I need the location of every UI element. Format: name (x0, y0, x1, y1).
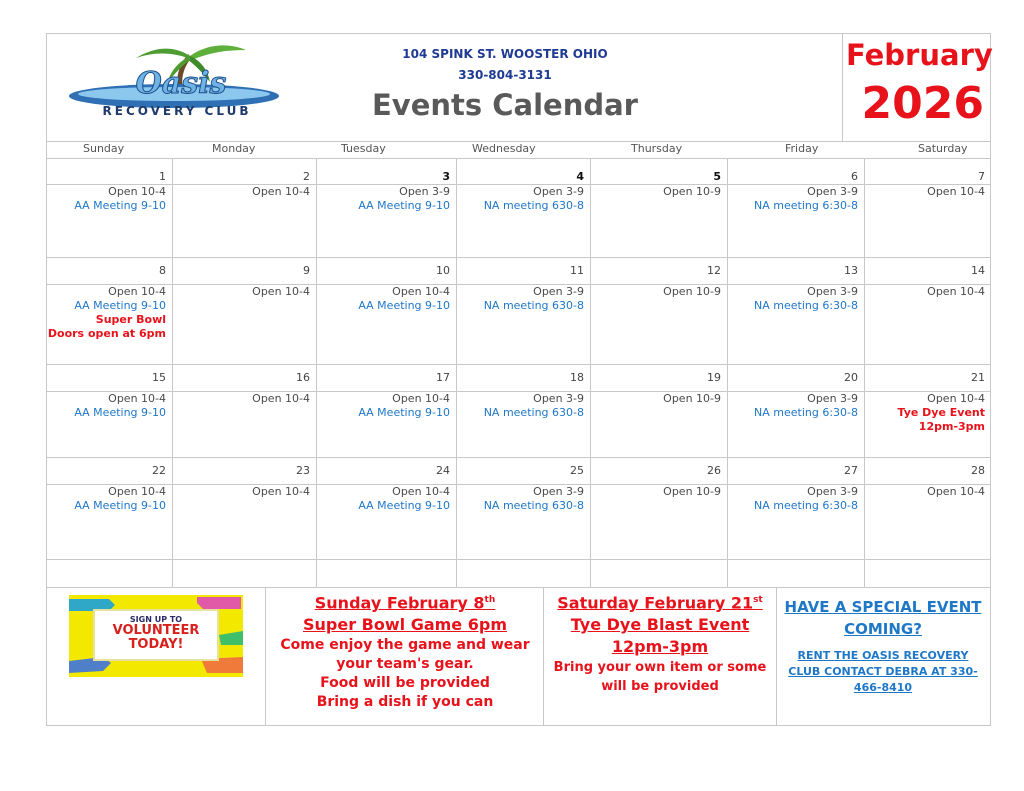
day-events (172, 485, 310, 499)
calendar-event: NA meeting 6:30-8 (754, 406, 858, 419)
day-number: 27 (844, 464, 858, 477)
calendar-event: Open 3-9 (807, 485, 858, 498)
day-events (864, 392, 985, 434)
volunteer-line-3: TODAY! (128, 637, 184, 652)
day-number: 5 (713, 170, 721, 183)
day-number: 7 (978, 170, 985, 183)
day-number: 4 (576, 170, 584, 183)
calendar-event: Open 10-9 (663, 185, 721, 198)
calendar-event: AA Meeting 9-10 (74, 406, 166, 419)
day-number: 26 (707, 464, 721, 477)
day-events (456, 485, 584, 513)
address: 104 SPINK ST. WOOSTER OHIO (402, 47, 608, 61)
dow-friday: Friday (785, 142, 819, 155)
calendar-event: Open 10-4 (108, 485, 166, 498)
calendar-event: Open 10-4 (927, 485, 985, 498)
promo-superbowl-line-4: Bring a dish if you can (316, 694, 494, 711)
day-events (316, 392, 450, 420)
day-events (46, 285, 166, 341)
day-events (864, 285, 985, 299)
calendar-event: Open 3-9 (533, 185, 584, 198)
grid-rule (46, 559, 991, 560)
day-events (316, 285, 450, 313)
calendar-event: Open 10-4 (927, 285, 985, 298)
promo-tyedye-line-2: will be provided (601, 679, 719, 695)
calendar-event: NA meeting 6:30-8 (754, 299, 858, 312)
rent-contact-link-2[interactable]: CLUB CONTACT DEBRA AT 330- (788, 665, 978, 678)
calendar-event: Open 10-4 (108, 392, 166, 405)
calendar-event: Super Bowl (95, 313, 166, 326)
day-number: 21 (971, 371, 985, 384)
promo-superbowl-title: Super Bowl Game 6pm (303, 615, 507, 635)
day-events (456, 392, 584, 420)
day-events (590, 285, 721, 299)
day-number: 14 (971, 264, 985, 277)
calendar-event: Open 10-4 (392, 285, 450, 298)
promo-tyedye (546, 589, 774, 696)
day-number: 8 (159, 264, 166, 277)
calendar-event: 12pm-3pm (918, 420, 985, 433)
dow-saturday: Saturday (918, 142, 968, 155)
day-events (590, 485, 721, 499)
day-events (316, 485, 450, 513)
promo-divider-3 (776, 587, 777, 726)
promo-tyedye-date-suffix: st (753, 595, 763, 605)
calendar-event: Open 10-4 (392, 392, 450, 405)
day-events (864, 485, 985, 499)
calendar-event: NA meeting 6:30-8 (754, 199, 858, 212)
volunteer-line-1: SIGN UP TO (129, 615, 183, 624)
dow-sunday: Sunday (83, 142, 125, 155)
day-events (46, 185, 166, 213)
promo-superbowl-line-1: Come enjoy the game and wear (280, 637, 530, 654)
day-events (727, 392, 858, 420)
calendar-event: AA Meeting 9-10 (74, 199, 166, 212)
phone: 330-804-3131 (458, 68, 552, 82)
calendar-event: NA meeting 630-8 (483, 299, 584, 312)
calendar-event: AA Meeting 9-10 (74, 299, 166, 312)
promo-tyedye-line-1: Bring your own item or some (553, 660, 767, 676)
day-number: 28 (971, 464, 985, 477)
calendar-event: AA Meeting 9-10 (358, 499, 450, 512)
day-number: 20 (844, 371, 858, 384)
grid-rule (46, 364, 991, 365)
promo-rent-heading-1: HAVE A SPECIAL EVENT (784, 598, 982, 616)
calendar-event: Open 3-9 (533, 485, 584, 498)
month-box-divider (842, 33, 843, 141)
day-number: 13 (844, 264, 858, 277)
promo-superbowl (268, 589, 542, 712)
dow-tuesday: Tuesday (341, 142, 386, 155)
grid-rule (46, 257, 991, 258)
day-number: 10 (436, 264, 450, 277)
calendar-event: NA meeting 6:30-8 (754, 499, 858, 512)
calendar-event: Open 10-9 (663, 392, 721, 405)
calendar-event: AA Meeting 9-10 (74, 499, 166, 512)
calendar-event: Open 10-4 (392, 485, 450, 498)
calendar-event: Open 10-4 (252, 392, 310, 405)
promo-tyedye-time: 12pm-3pm (611, 637, 709, 657)
calendar-event: Open 10-4 (927, 185, 985, 198)
logo-subtitle: RECOVERY CLUB (102, 104, 252, 118)
rent-contact-link-1[interactable]: RENT THE OASIS RECOVERY (797, 649, 969, 662)
calendar-event: Tye Dye Event (897, 406, 985, 419)
rent-contact-link-3[interactable]: 466-8410 (853, 681, 913, 694)
calendar-event: Open 10-4 (108, 285, 166, 298)
calendar-event: NA meeting 630-8 (483, 499, 584, 512)
promo-tyedye-title: Tye Dye Blast Event (570, 615, 750, 635)
grid-rule (46, 457, 991, 458)
promo-superbowl-date-suffix: th (484, 595, 496, 605)
day-events (316, 185, 450, 213)
day-number: 6 (851, 170, 858, 183)
calendar-event: Open 3-9 (399, 185, 450, 198)
promo-tyedye-heading (546, 589, 774, 614)
promo-superbowl-date: Sunday February 8 (314, 593, 485, 613)
dow-wednesday: Wednesday (472, 142, 536, 155)
page-title: Events Calendar (372, 88, 638, 122)
dow-monday: Monday (212, 142, 256, 155)
calendar-event: AA Meeting 9-10 (358, 199, 450, 212)
calendar-event: Open 10-9 (663, 485, 721, 498)
calendar-event: Doors open at 6pm (47, 327, 166, 340)
promo-rent-heading-2: COMING? (844, 620, 922, 638)
day-number: 2 (303, 170, 310, 183)
volunteer-card (93, 609, 219, 661)
day-number: 19 (707, 371, 721, 384)
promo-divider (46, 587, 991, 588)
calendar-event: Open 10-9 (663, 285, 721, 298)
day-number: 11 (570, 264, 584, 277)
day-events (172, 185, 310, 199)
volunteer-line-2: VOLUNTEER (112, 623, 200, 638)
dow-thursday: Thursday (631, 142, 683, 155)
month-label: February (846, 38, 993, 72)
day-number: 16 (296, 371, 310, 384)
promo-superbowl-heading (268, 589, 542, 614)
day-number: 24 (436, 464, 450, 477)
day-events (727, 485, 858, 513)
day-number: 15 (152, 371, 166, 384)
promo-superbowl-line-3: Food will be provided (320, 675, 490, 692)
calendar-event: Open 3-9 (807, 392, 858, 405)
day-number: 18 (570, 371, 584, 384)
calendar-event: AA Meeting 9-10 (358, 299, 450, 312)
year-label: 2026 (861, 78, 984, 129)
day-events (590, 392, 721, 406)
promo-divider-2 (543, 587, 544, 726)
day-number: 3 (442, 170, 450, 183)
calendar-event: Open 10-4 (108, 185, 166, 198)
day-events (456, 185, 584, 213)
day-events (456, 285, 584, 313)
calendar-event: Open 10-4 (252, 285, 310, 298)
day-number: 23 (296, 464, 310, 477)
promo-rent (779, 596, 987, 696)
calendar-event: Open 3-9 (533, 392, 584, 405)
promo-tyedye-date: Saturday February 21 (557, 593, 754, 613)
calendar-event: Open 10-4 (252, 485, 310, 498)
day-events (46, 392, 166, 420)
day-number: 9 (303, 264, 310, 277)
day-number: 17 (436, 371, 450, 384)
day-events (727, 185, 858, 213)
day-events (172, 392, 310, 406)
calendar-event: Open 10-4 (252, 185, 310, 198)
calendar-event: NA meeting 630-8 (483, 199, 584, 212)
calendar-event: Open 3-9 (533, 285, 584, 298)
day-events (46, 485, 166, 513)
calendar-event: NA meeting 630-8 (483, 406, 584, 419)
day-events (172, 285, 310, 299)
day-number: 25 (570, 464, 584, 477)
promo-divider-1 (265, 587, 266, 726)
calendar-event: Open 3-9 (807, 285, 858, 298)
day-events (590, 185, 721, 199)
oasis-logo (62, 40, 292, 130)
day-number: 22 (152, 464, 166, 477)
calendar-event: Open 3-9 (807, 185, 858, 198)
volunteer-flyer (69, 595, 243, 677)
day-number: 12 (707, 264, 721, 277)
calendar-event: Open 10-4 (927, 392, 985, 405)
day-events (727, 285, 858, 313)
day-events (864, 185, 985, 199)
calendar-event: AA Meeting 9-10 (358, 406, 450, 419)
logo-word: Oasis (135, 66, 227, 101)
dow-divider (46, 158, 991, 159)
day-number: 1 (159, 170, 166, 183)
promo-superbowl-line-2: your team's gear. (336, 656, 474, 673)
